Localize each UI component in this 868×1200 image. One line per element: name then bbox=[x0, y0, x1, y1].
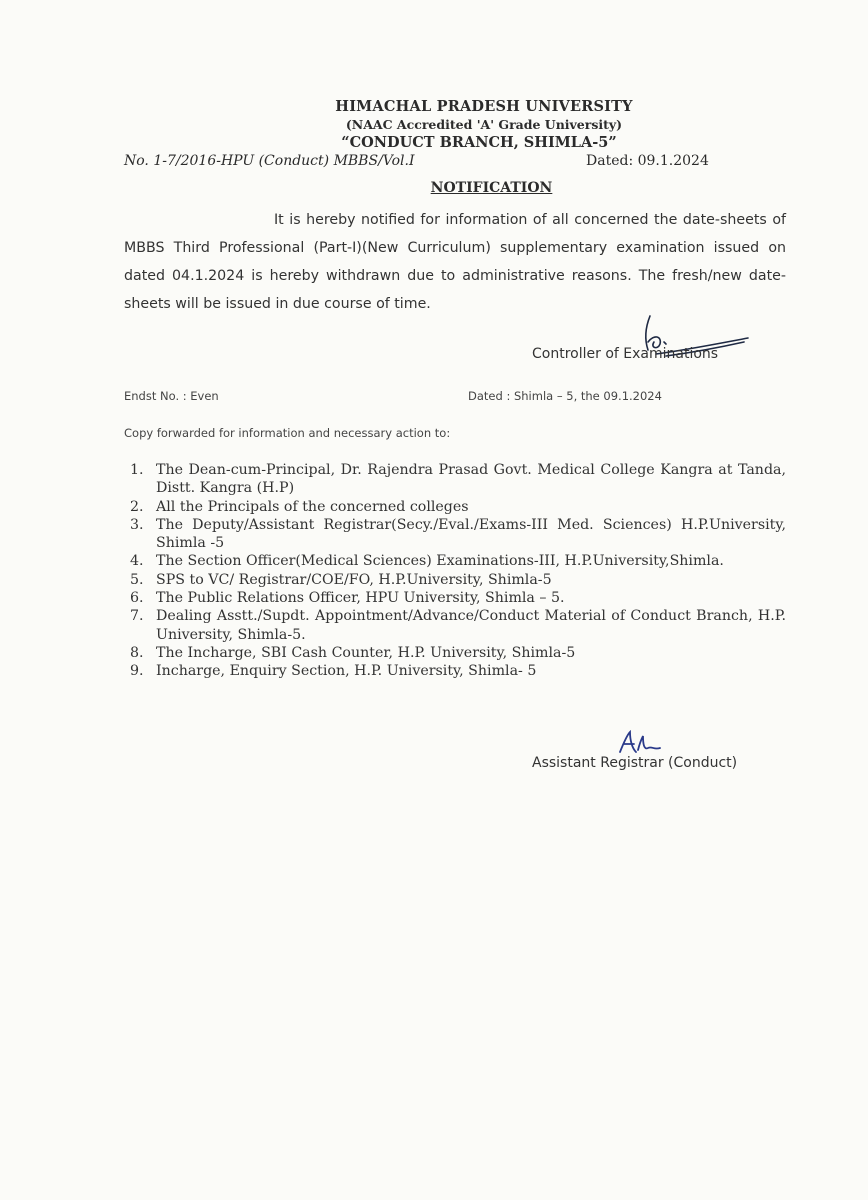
list-number: 5. bbox=[130, 571, 144, 588]
list-number: 3. bbox=[130, 516, 144, 533]
list-item bbox=[124, 607, 786, 644]
branch-name: “CONDUCT BRANCH, SHIMLA-5” bbox=[341, 134, 617, 151]
list-text: Incharge, Enquiry Section, H.P. University, Shimla- 5 bbox=[156, 663, 537, 680]
list-number: 6. bbox=[130, 590, 144, 607]
list-number: 1. bbox=[130, 462, 144, 478]
list-number: 8. bbox=[130, 644, 144, 661]
assistant-registrar-signature bbox=[616, 730, 666, 758]
list-number: 9. bbox=[130, 663, 144, 680]
reference-date: Dated: 09.1.2024 bbox=[586, 153, 709, 169]
list-text: The Deputy/Assistant Registrar(Secy./Eval./Exams-III Med. Sciences) H.P.University, Shimla -5 bbox=[156, 516, 786, 552]
list-item bbox=[124, 662, 786, 680]
list-text: The Incharge, SBI Cash Counter, H.P. University, Shimla-5 bbox=[156, 644, 576, 661]
university-name: HIMACHAL PRADESH UNIVERSITY bbox=[335, 98, 633, 115]
list-item bbox=[124, 571, 786, 589]
list-item bbox=[124, 516, 786, 553]
list-item bbox=[124, 498, 786, 516]
assistant-registrar-title: Assistant Registrar (Conduct) bbox=[532, 755, 738, 771]
accreditation-line: (NAAC Accredited 'A' Grade University) bbox=[345, 117, 623, 132]
controller-title: Controller of Examinations bbox=[532, 346, 719, 362]
list-text: All the Principals of the concerned colleges bbox=[156, 498, 469, 515]
list-item bbox=[124, 589, 786, 607]
reference-number: No. 1-7/2016-HPU (Conduct) MBBS/Vol.I bbox=[124, 153, 415, 169]
distribution-list bbox=[124, 461, 786, 681]
endorsement-date: Dated : Shimla – 5, the 09.1.2024 bbox=[468, 389, 662, 403]
list-number: 2. bbox=[130, 498, 144, 515]
list-item bbox=[124, 461, 786, 498]
list-item bbox=[124, 552, 786, 570]
list-text: The Section Officer(Medical Sciences) Examinations-III, H.P.University,Shimla. bbox=[156, 553, 724, 570]
list-text: Dealing Asstt./Supdt. Appointment/Advance/Conduct Material of Conduct Branch, H.P. University, Shimla-5. bbox=[156, 608, 786, 643]
copy-forwarded-line: Copy forwarded for information and necessary action to: bbox=[124, 426, 451, 440]
list-text: The Dean-cum-Principal, Dr. Rajendra Prasad Govt. Medical College Kangra at Tanda, Distt. Kangra (H.P) bbox=[156, 462, 786, 497]
endorsement-number: Endst No. : Even bbox=[124, 389, 219, 403]
list-text: The Public Relations Officer, HPU University, Shimla – 5. bbox=[156, 590, 565, 607]
list-item bbox=[124, 644, 786, 662]
list-number: 7. bbox=[130, 608, 144, 625]
list-text: SPS to VC/ Registrar/COE/FO, H.P.University, Shimla-5 bbox=[156, 571, 552, 588]
notification-title: NOTIFICATION bbox=[430, 180, 553, 196]
list-number: 4. bbox=[130, 553, 144, 570]
notification-body: It is hereby notified for information of all concerned the date-sheets of MBBS Third Professional (Part-I)(New Curriculum) supplementary examination issued on dated 04.1.2024 is hereby withdrawn due to administrative reasons. The fresh/new date-sheets will be issued in due course of time. bbox=[124, 212, 786, 312]
